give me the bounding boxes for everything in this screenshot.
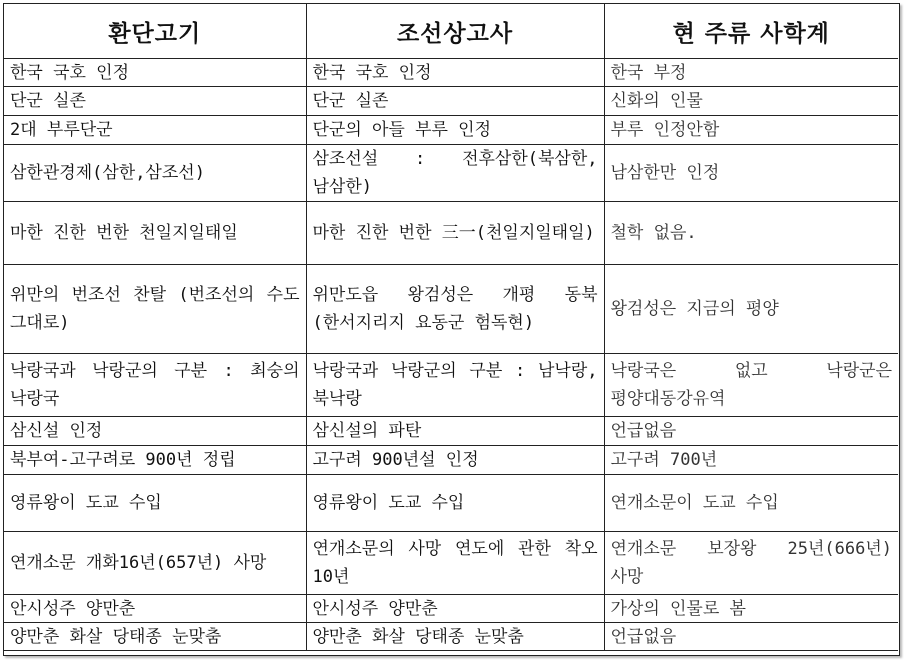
comparison-table-frame (3, 3, 900, 656)
table-cell: 한국 국호 인정 (4, 59, 306, 87)
table-cell: 왕검성은 지금의 평양 (604, 265, 898, 354)
table-cell: 안시성주 양만춘 (306, 595, 604, 623)
table-cell: 삼한관경제(삼한,삼조선) (4, 145, 306, 202)
table-cell: 철학 없음. (604, 202, 898, 265)
table-cell: 언급없음 (604, 623, 898, 651)
table-cell: 영류왕이 도교 수입 (4, 475, 306, 532)
table-cell: 양만춘 화살 당태종 눈맞춤 (306, 623, 604, 651)
table-row (4, 595, 898, 623)
header-row (4, 4, 898, 59)
table-row (4, 532, 898, 595)
table-row (4, 145, 898, 202)
table-cell: 고구려 900년설 인정 (306, 446, 604, 475)
comparison-table (4, 4, 898, 651)
table-row (4, 623, 898, 651)
table-row (4, 202, 898, 265)
table-cell: 신화의 인물 (604, 87, 898, 116)
table-cell: 낙랑국과 낙랑군의 구분 : 최숭의 낙랑국 (4, 354, 306, 417)
table-cell: 삼신설 인정 (4, 417, 306, 446)
table-cell: 삼신설의 파탄 (306, 417, 604, 446)
header-mainstream-historiography: 현 주류 사학계 (604, 4, 898, 59)
table-cell: 부루 인정안함 (604, 116, 898, 145)
table-cell: 위만도읍 왕검성은 개평 동북 (한서지리지 요동군 험독현) (306, 265, 604, 354)
table-cell: 삼조선설 : 전후삼한(북삼한, 남삼한) (306, 145, 604, 202)
table-cell: 한국 국호 인정 (306, 59, 604, 87)
table-cell: 연개소문의 사망 연도에 관한 착오 10년 (306, 532, 604, 595)
table-cell: 북부여-고구려로 900년 정립 (4, 446, 306, 475)
table-cell: 영류왕이 도교 수입 (306, 475, 604, 532)
table-row (4, 354, 898, 417)
table-cell: 가상의 인물로 봄 (604, 595, 898, 623)
table-cell: 양만춘 화살 당태종 눈맞춤 (4, 623, 306, 651)
table-row (4, 265, 898, 354)
table-cell: 고구려 700년 (604, 446, 898, 475)
table-row (4, 417, 898, 446)
header-joseonsanggosa: 조선상고사 (306, 4, 604, 59)
table-cell: 연개소문이 도교 수입 (604, 475, 898, 532)
table-row (4, 475, 898, 532)
header-hwandangogi: 환단고기 (4, 4, 306, 59)
table-cell: 한국 부정 (604, 59, 898, 87)
table-cell: 단군의 아들 부루 인정 (306, 116, 604, 145)
table-row (4, 116, 898, 145)
table-cell: 마한 진한 번한 三一(천일지일태일) (306, 202, 604, 265)
table-row (4, 446, 898, 475)
table-row (4, 59, 898, 87)
table-cell: 남삼한만 인정 (604, 145, 898, 202)
table-cell: 낙랑국은 없고 낙랑군은 평양대동강유역 (604, 354, 898, 417)
table-cell: 위만의 번조선 찬탈 (번조선의 수도 그대로) (4, 265, 306, 354)
table-cell: 낙랑국과 낙랑군의 구분 : 남낙랑,북낙랑 (306, 354, 604, 417)
table-cell: 단군 실존 (4, 87, 306, 116)
table-row (4, 87, 898, 116)
table-cell: 2대 부루단군 (4, 116, 306, 145)
table-cell: 마한 진한 번한 천일지일태일 (4, 202, 306, 265)
table-cell: 언급없음 (604, 417, 898, 446)
table-cell: 안시성주 양만춘 (4, 595, 306, 623)
table-cell: 단군 실존 (306, 87, 604, 116)
table-cell: 연개소문 보장왕 25년(666년) 사망 (604, 532, 898, 595)
table-cell: 연개소문 개화16년(657년) 사망 (4, 532, 306, 595)
